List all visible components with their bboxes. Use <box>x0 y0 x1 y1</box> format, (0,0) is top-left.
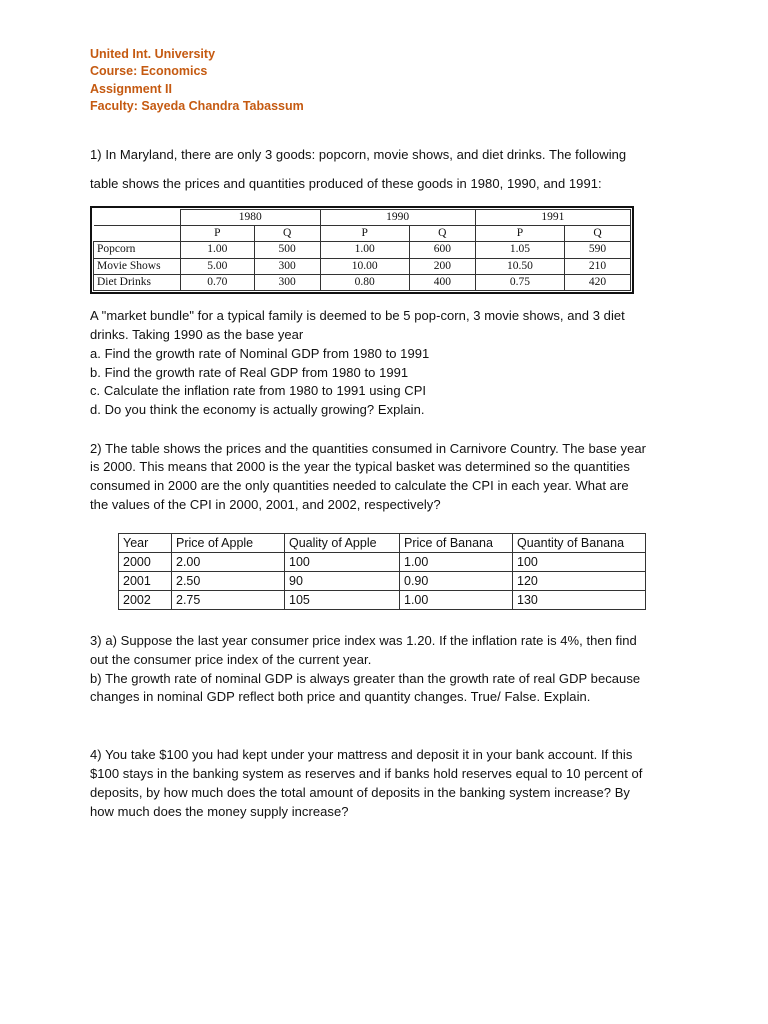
q1-subheader: P <box>320 226 409 242</box>
q1-subheader: P <box>475 226 564 242</box>
table-cell: 1.00 <box>181 242 255 258</box>
q1-part-b: b. Find the growth rate of Real GDP from 1980 to 1991 <box>90 365 409 380</box>
table-cell: 590 <box>565 242 631 258</box>
q4-line: $100 stays in the banking system as reserves and if banks hold reserves equal to 10 percent of <box>90 766 643 781</box>
q1-table-corner <box>94 210 181 226</box>
table-cell: 0.90 <box>400 572 513 591</box>
column-header: Year <box>119 534 172 553</box>
q1-year-header: 1990 <box>320 210 475 226</box>
table-cell: 600 <box>409 242 475 258</box>
q1-year-header: 1980 <box>181 210 321 226</box>
table-row <box>119 553 646 572</box>
table-cell: 100 <box>513 553 646 572</box>
table-cell: 210 <box>565 258 631 274</box>
q1-part-c: c. Calculate the inflation rate from 1980 to 1991 using CPI <box>90 383 427 398</box>
q3-line: 3) a) Suppose the last year consumer price index was 1.20. If the inflation rate is 4%, then find <box>90 633 637 648</box>
table-cell: 2000 <box>119 553 172 572</box>
table-cell: 90 <box>285 572 400 591</box>
q3-line: changes in nominal GDP reflect both price and quantity changes. True/ False. Explain. <box>90 689 591 704</box>
q1-intro-line-1: 1) In Maryland, there are only 3 goods: popcorn, movie shows, and diet drinks. The following <box>90 147 627 162</box>
table-cell: 120 <box>513 572 646 591</box>
table-cell: 300 <box>254 274 320 290</box>
q1-subheader: Q <box>565 226 631 242</box>
table-cell: 5.00 <box>181 258 255 274</box>
row-label: Movie Shows <box>94 258 181 274</box>
column-header: Price of Apple <box>172 534 285 553</box>
q2-table <box>118 533 646 610</box>
assignment-title: Assignment II <box>90 81 172 96</box>
q1-table-year-row <box>94 210 631 226</box>
table-cell: 400 <box>409 274 475 290</box>
q1-year-header: 1991 <box>475 210 630 226</box>
faculty-name: Faculty: Sayeda Chandra Tabassum <box>90 98 304 113</box>
q2-line: the values of the CPI in 2000, 2001, and 2002, respectively? <box>90 497 441 512</box>
university-name: United Int. University <box>90 47 216 61</box>
q1-table-subheader-row <box>94 226 631 242</box>
q4-line: how much does the money supply increase? <box>90 804 349 819</box>
table-cell: 2002 <box>119 591 172 610</box>
q1-subheader: Q <box>254 226 320 242</box>
table-cell: 1.05 <box>475 242 564 258</box>
table-row <box>94 258 631 274</box>
column-header: Price of Banana <box>400 534 513 553</box>
table-cell: 130 <box>513 591 646 610</box>
table-row <box>94 242 631 258</box>
q1-table-corner <box>94 226 181 242</box>
table-cell: 1.00 <box>400 591 513 610</box>
q1-subheader: Q <box>409 226 475 242</box>
table-cell: 2.00 <box>172 553 285 572</box>
table-cell: 2.50 <box>172 572 285 591</box>
q2-table-header-row <box>119 534 646 553</box>
table-cell: 2001 <box>119 572 172 591</box>
column-header: Quality of Apple <box>285 534 400 553</box>
table-row <box>119 572 646 591</box>
q1-part-a: a. Find the growth rate of Nominal GDP from 1980 to 1991 <box>90 346 430 361</box>
q4-line: 4) You take $100 you had kept under your mattress and deposit it in your bank account. If this <box>90 747 633 762</box>
q3-line: b) The growth rate of nominal GDP is always greater than the growth rate of real GDP because <box>90 671 641 686</box>
q1-subheader: P <box>181 226 255 242</box>
row-label: Popcorn <box>94 242 181 258</box>
table-cell: 0.80 <box>320 274 409 290</box>
q3-line: out the consumer price index of the current year. <box>90 652 372 667</box>
row-label: Diet Drinks <box>94 274 181 290</box>
q1-line: A "market bundle" for a typical family is deemed to be 5 pop-corn, 3 movie shows, and 3 diet <box>90 308 625 323</box>
table-cell: 10.00 <box>320 258 409 274</box>
q1-part-d: d. Do you think the economy is actually growing? Explain. <box>90 402 425 417</box>
course-name: Course: Economics <box>90 64 208 79</box>
document-header <box>90 46 304 115</box>
q1-table-frame <box>90 206 634 294</box>
column-header: Quantity of Banana <box>513 534 646 553</box>
q2-line: consumed in 2000 are the only quantities needed to calculate the CPI in each year. What are <box>90 478 629 493</box>
q1-table <box>93 209 631 291</box>
q4-line: deposits, by how much does the total amount of deposits in the banking system increase? By <box>90 785 630 800</box>
table-cell: 100 <box>285 553 400 572</box>
table-row <box>119 591 646 610</box>
table-cell: 105 <box>285 591 400 610</box>
table-cell: 0.75 <box>475 274 564 290</box>
q2-line: 2) The table shows the prices and the quantities consumed in Carnivore Country. The base year <box>90 441 647 456</box>
q1-line: drinks. Taking 1990 as the base year <box>90 327 304 342</box>
table-cell: 500 <box>254 242 320 258</box>
table-cell: 2.75 <box>172 591 285 610</box>
table-cell: 10.50 <box>475 258 564 274</box>
table-cell: 420 <box>565 274 631 290</box>
q1-intro-line-2: table shows the prices and quantities produced of these goods in 1980, 1990, and 1991: <box>90 176 602 191</box>
table-row <box>94 274 631 290</box>
table-cell: 200 <box>409 258 475 274</box>
table-cell: 1.00 <box>400 553 513 572</box>
q2-line: is 2000. This means that 2000 is the year the typical basket was determined so the quantities <box>90 459 630 474</box>
table-cell: 300 <box>254 258 320 274</box>
table-cell: 1.00 <box>320 242 409 258</box>
table-cell: 0.70 <box>181 274 255 290</box>
